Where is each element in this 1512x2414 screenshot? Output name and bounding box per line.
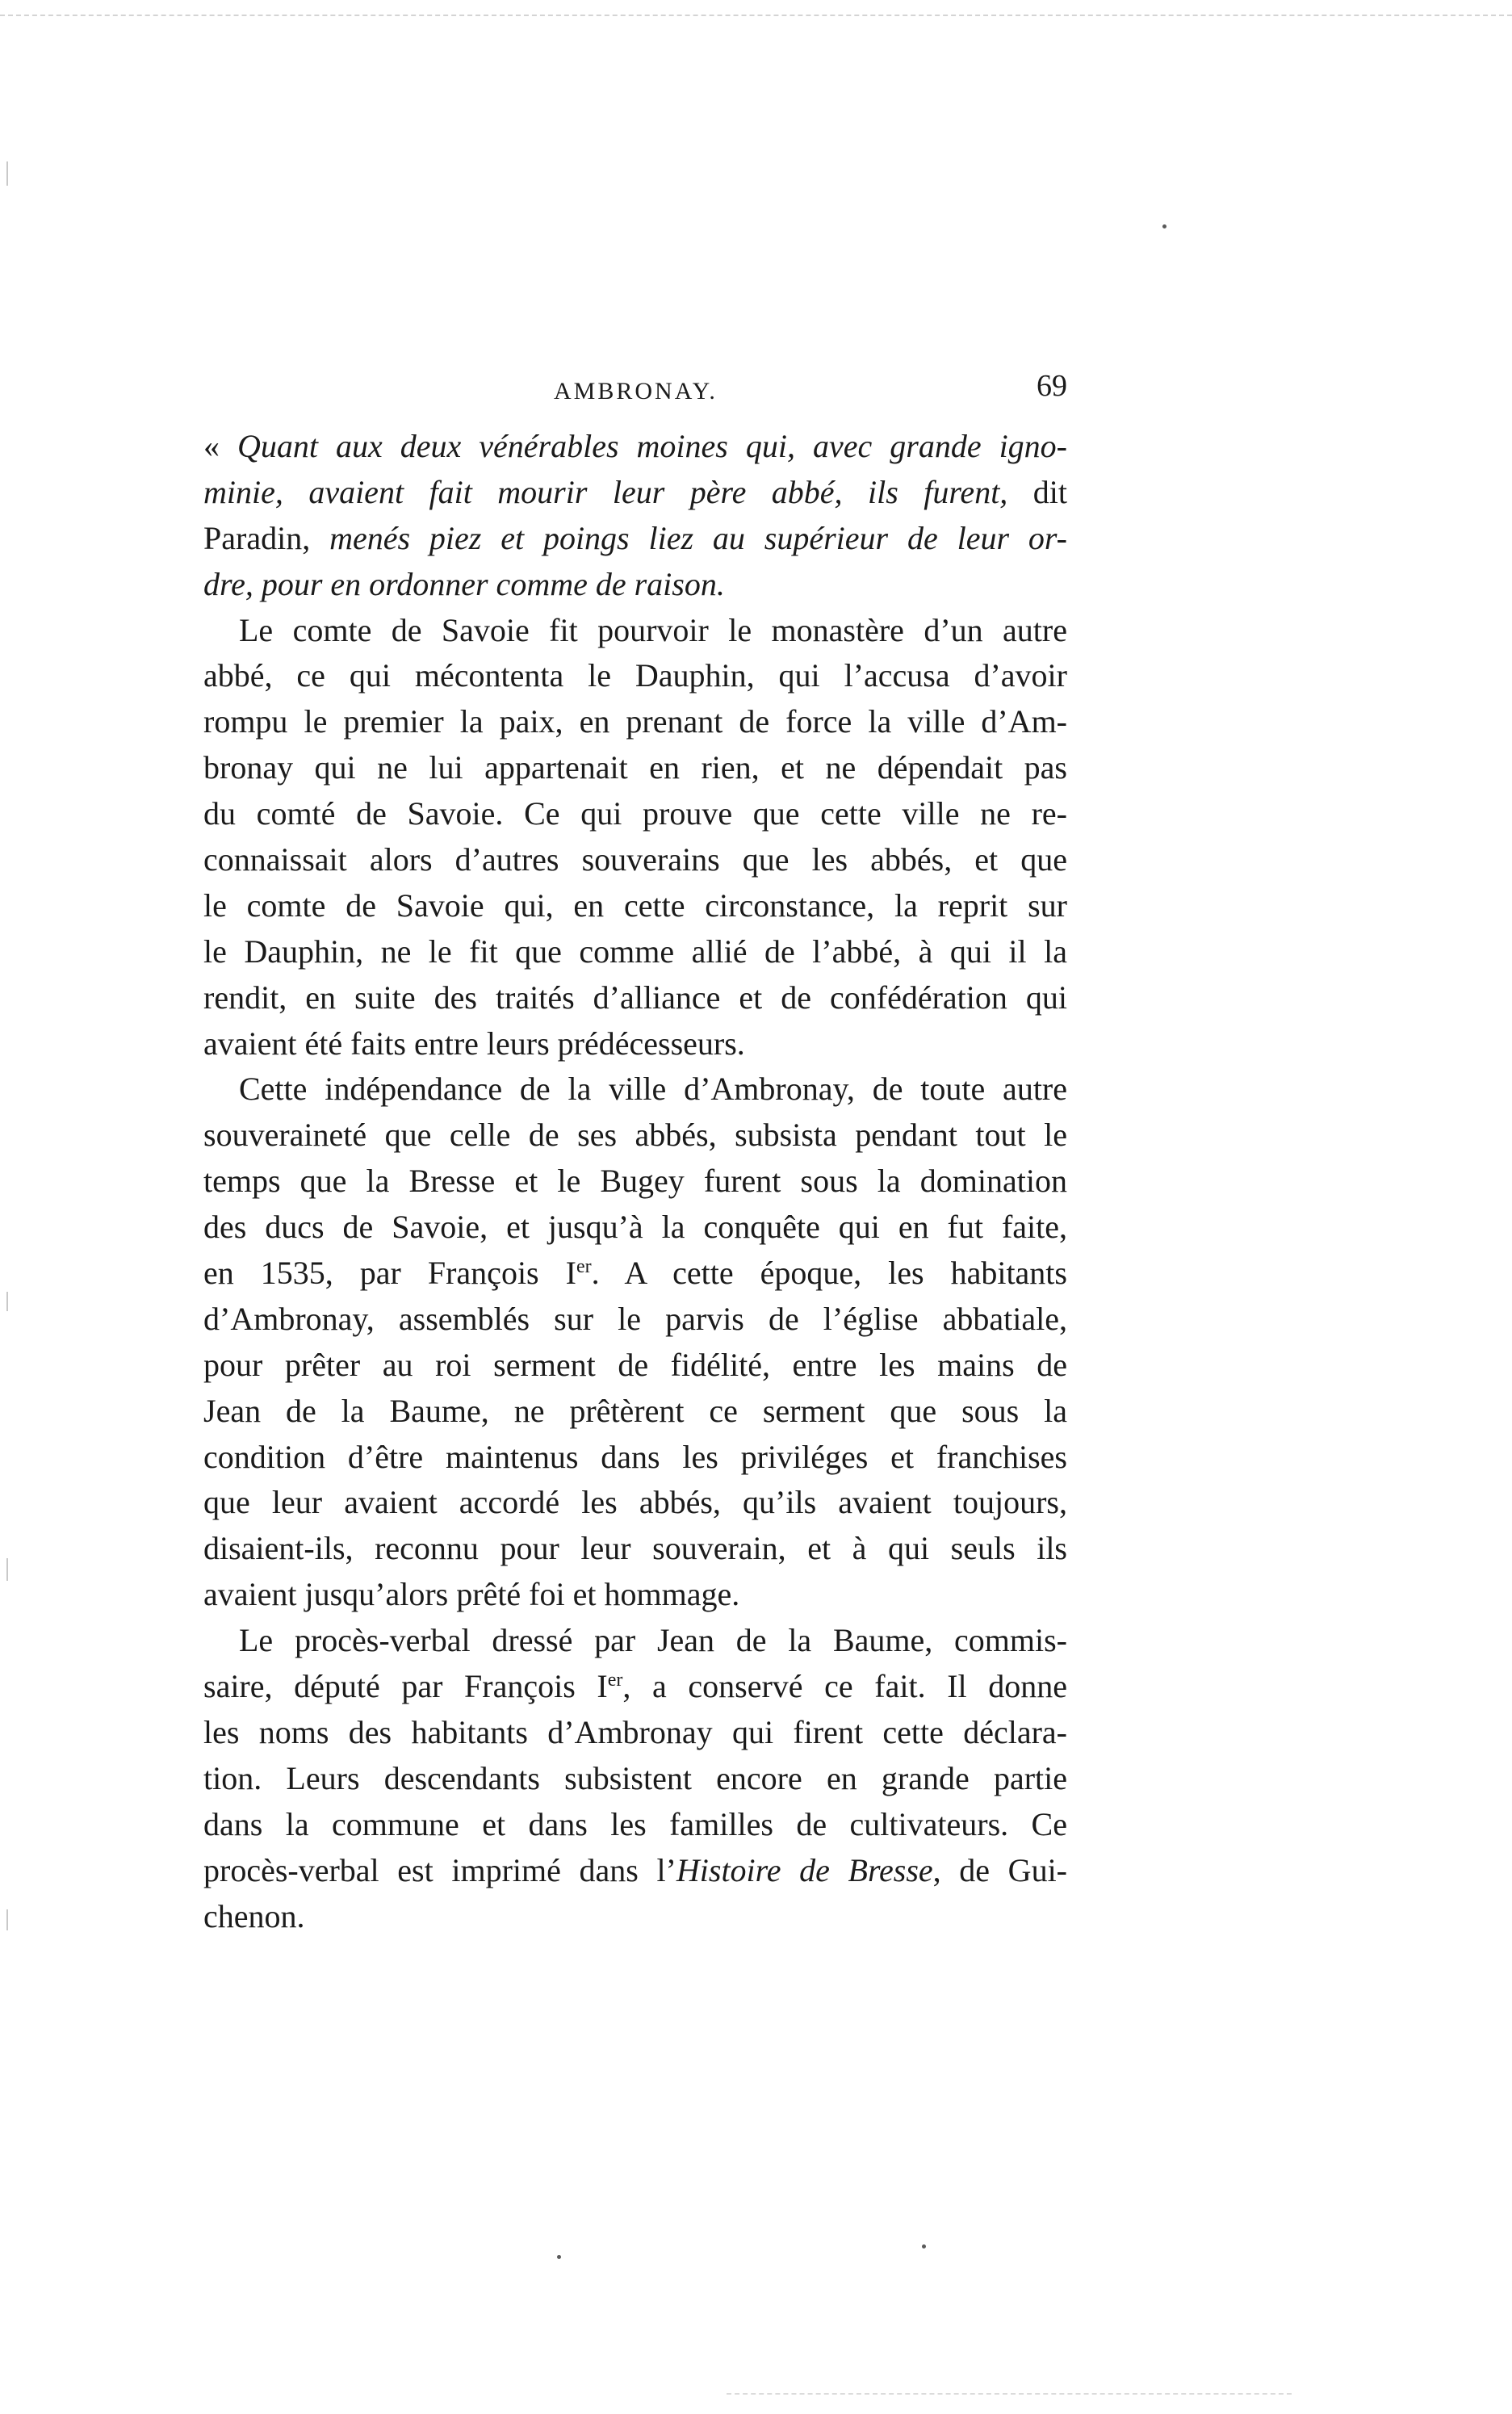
text-line: bronay qui ne lui appartenait en rien, et ne dépendait pas [203,749,1067,786]
text-line: des ducs de Savoie, et jusqu’à la conquête qui en fut faite, [203,1209,1067,1246]
page-number: 69 [1037,369,1067,403]
text-line: temps que la Bresse et le Bugey furent sous la domination [203,1163,1067,1200]
page-header [203,362,1067,418]
text-span: saire, député par François I [203,1668,608,1705]
text-line: le Dauphin, ne le fit que comme allié de l’abbé, à qui il la [203,932,1067,970]
scan-edge-mark [6,1909,8,1930]
scan-edge-mark [6,161,8,186]
scan-edge-mark [6,1558,8,1581]
text-span: Paradin, [203,519,330,556]
scan-speck [557,2255,561,2259]
text-line: dans la commune et dans les familles de cultivateurs. Ce [203,1805,1067,1842]
text-span: dit [1007,473,1067,510]
body-text [203,424,1067,1939]
text-span: , a conservé ce fait. Il donne [622,1668,1067,1705]
running-title: AMBRONAY. [554,378,718,404]
scan-speck [1162,224,1166,228]
text-line: souveraineté que celle de ses abbés, subsista pendant tout le [203,1117,1067,1154]
text-line: d’Ambronay, assemblés sur le parvis de l’église abbatiale, [203,1300,1067,1337]
text-line: disaient-ils, reconnu pour leur souverain, et à qui seuls ils [203,1530,1067,1567]
book-title: Histoire de Bresse [676,1851,933,1888]
text-span: minie, avaient fait mourir leur père abbé, ils furent, [203,473,1008,510]
text-line: les noms des habitants d’Ambronay qui firent cette déclara- [203,1713,1067,1750]
text-line: que leur avaient accordé les abbés, qu’ils avaient toujours, [203,1484,1067,1521]
text-line [203,1664,1067,1710]
text-line: avaient été faits entre leurs prédécesseurs. [203,1025,745,1062]
text-span: menés piez et poings liez au supérieur de leur or- [329,519,1067,556]
superscript: er [576,1256,592,1278]
text-span: Quant aux deux vénérables moines qui, avec grande igno- [237,428,1068,464]
text-line: Le comte de Savoie fit pourvoir le monastère d’un autre [239,611,1067,648]
text-line: rompu le premier la paix, en prenant de force la ville d’Am- [203,703,1067,740]
text-span: procès-verbal est imprimé dans l’ [203,1851,676,1888]
scan-bottom-edge [727,2393,1292,2395]
text-line [203,424,1067,470]
text-span: . A cette époque, les habitants [591,1255,1067,1292]
text-line [203,562,1067,608]
text-line: pour prêter au roi serment de fidélité, entre les mains de [203,1346,1067,1383]
text-span: dre, pour en ordonner comme de raison. [203,565,725,602]
text-line: Cette indépendance de la ville d’Ambronay, de toute autre [239,1071,1067,1108]
text-span: , de Gui- [932,1851,1067,1888]
quote-mark: « [203,428,238,464]
text-line: connaissait alors d’autres souverains que les abbés, et que [203,841,1067,878]
text-span: en 1535, par François I [203,1255,576,1292]
text-line: abbé, ce qui mécontenta le Dauphin, qui l’accusa d’avoir [203,657,1067,694]
scan-top-edge [0,15,1512,18]
text-line: tion. Leurs descendants subsistent encore en grande partie [203,1759,1067,1796]
text-line [203,516,1067,562]
scan-speck [922,2244,926,2248]
text-line: du comté de Savoie. Ce qui prouve que cette ville ne re- [203,795,1067,832]
text-line: avaient jusqu’alors prêté foi et hommage. [203,1576,740,1613]
text-line: Le procès-verbal dressé par Jean de la Baume, commis- [239,1622,1067,1659]
text-line: chenon. [203,1897,305,1934]
text-line: le comte de Savoie qui, en cette circonstance, la reprit sur [203,886,1067,924]
text-line [203,1848,1067,1894]
scan-edge-mark [6,1292,8,1311]
text-line [203,1251,1067,1297]
text-line [203,470,1067,516]
superscript: er [607,1670,623,1691]
text-line: Jean de la Baume, ne prêtèrent ce serment que sous la [203,1392,1067,1429]
text-line: condition d’être maintenus dans les priviléges et franchises [203,1438,1067,1475]
text-line: rendit, en suite des traités d’alliance et de confédération qui [203,979,1067,1016]
